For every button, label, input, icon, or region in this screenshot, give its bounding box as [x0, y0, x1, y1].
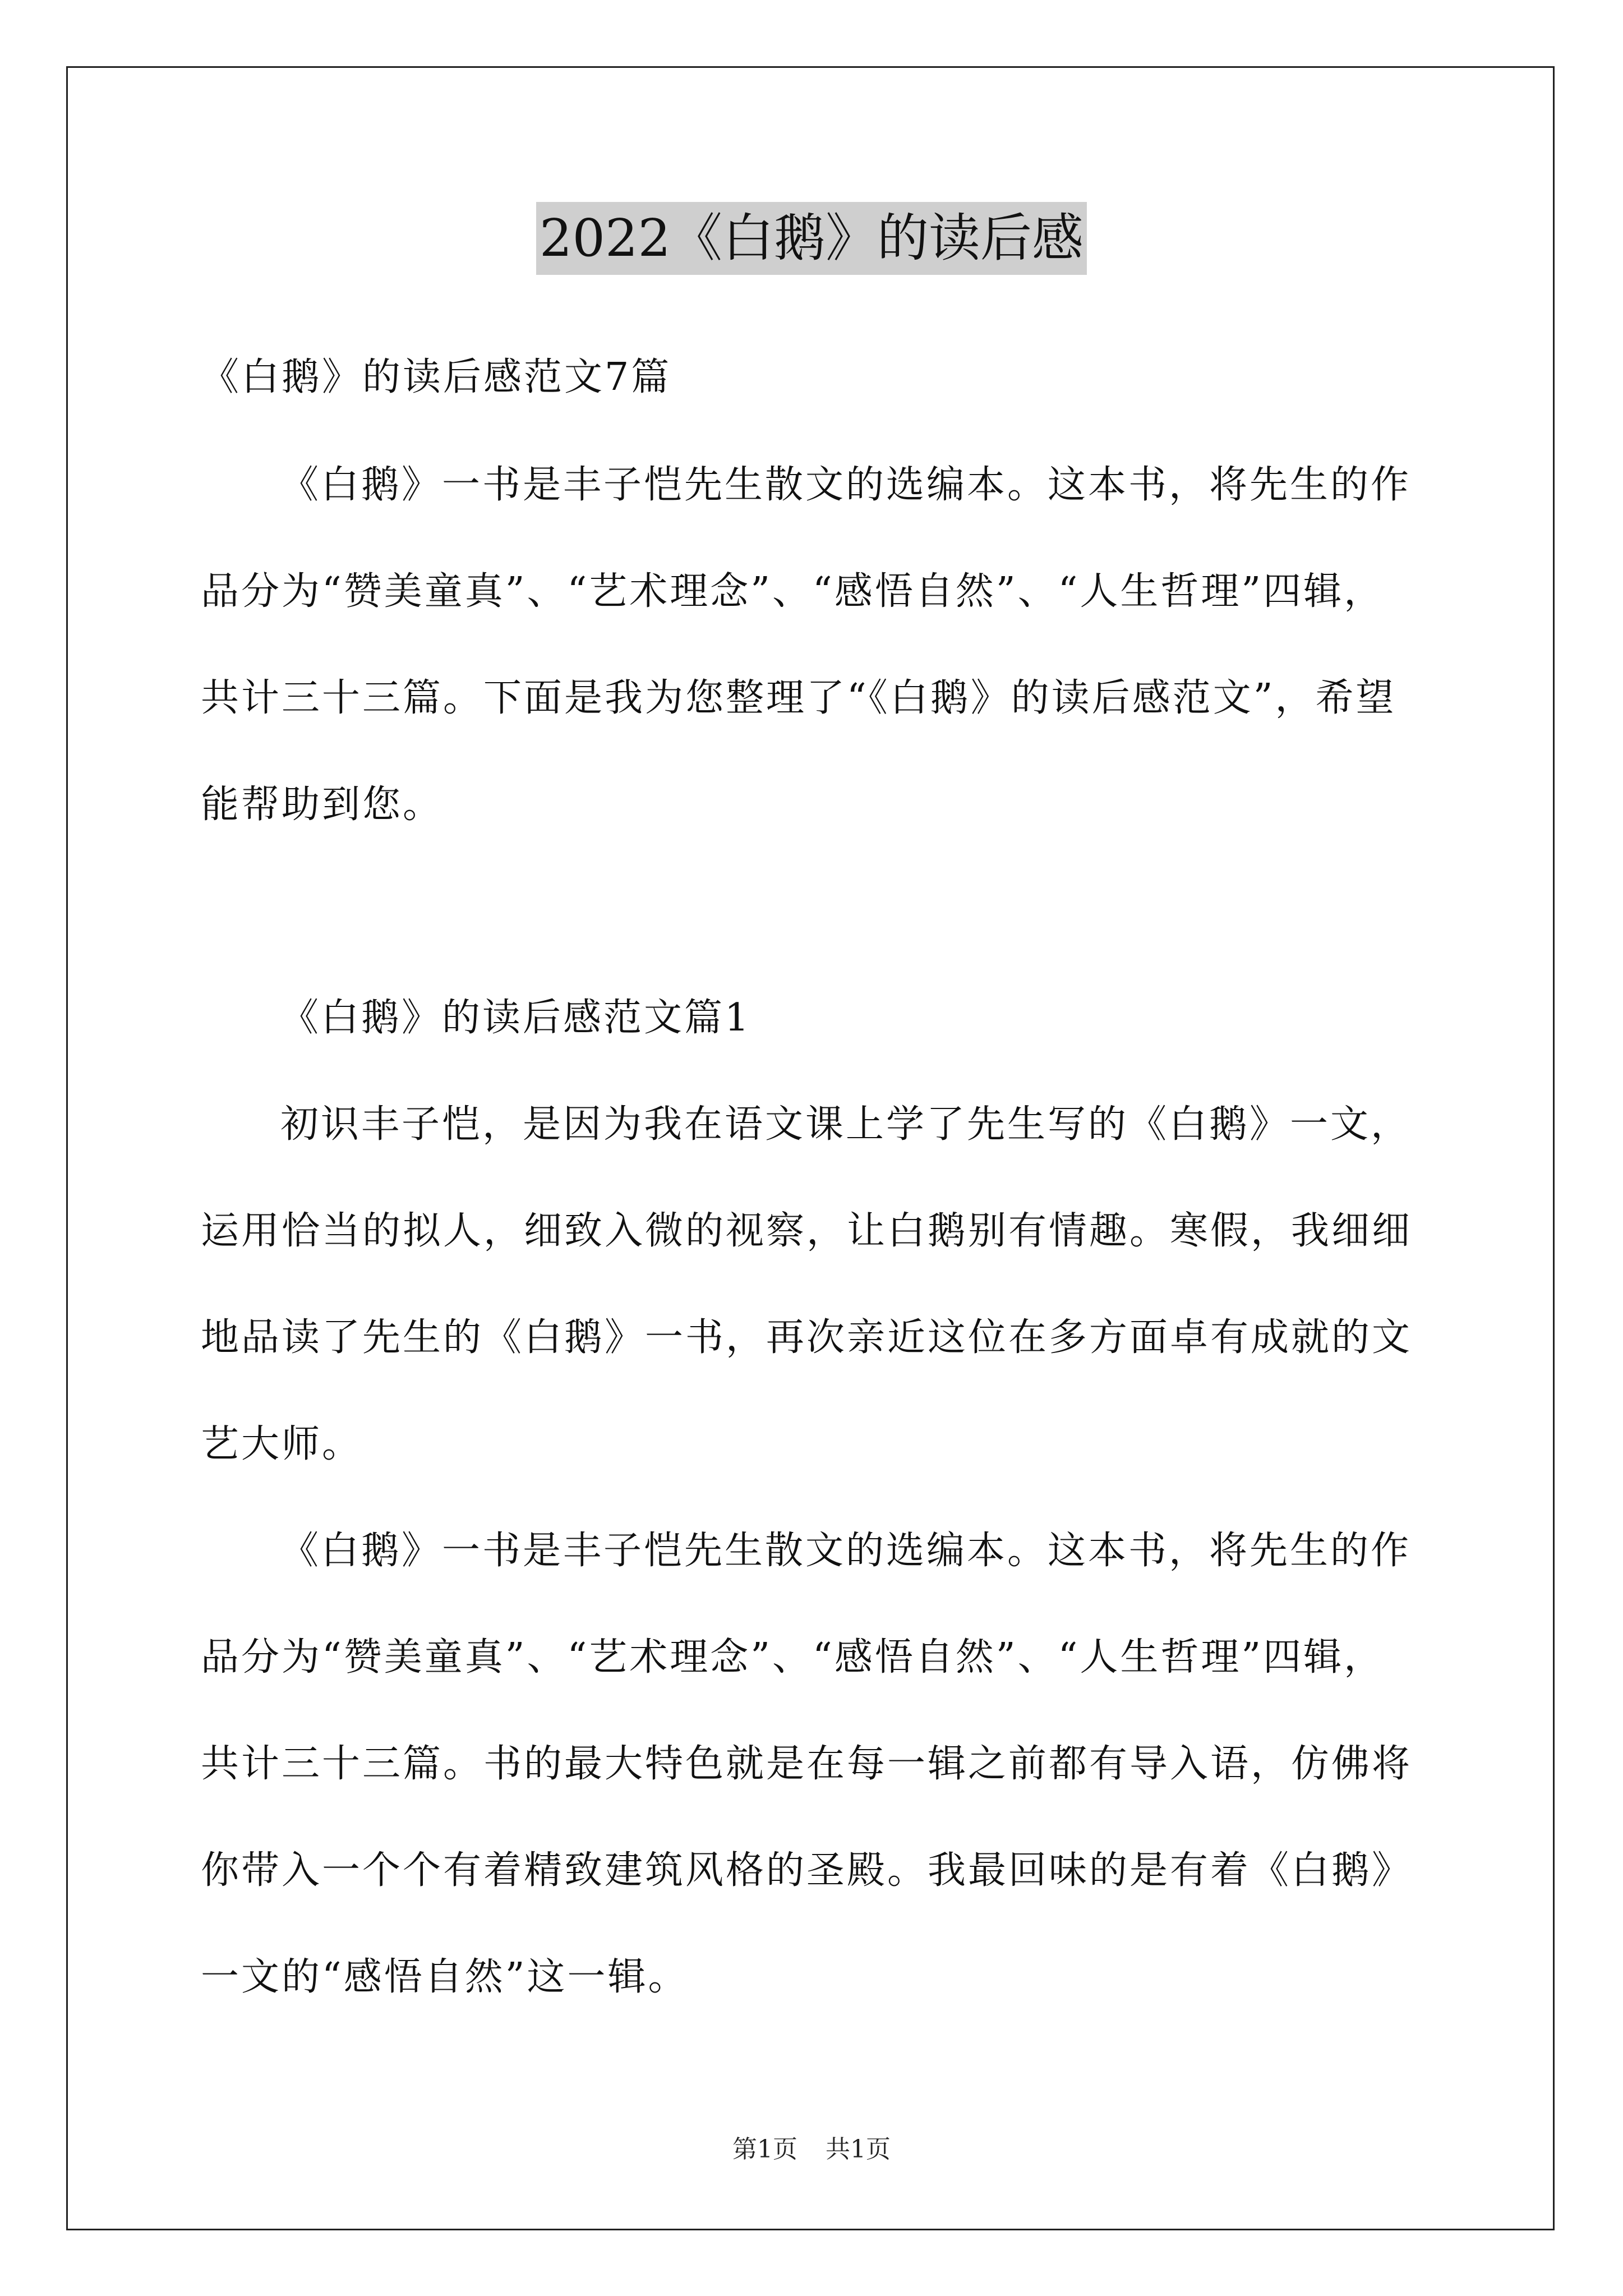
paragraph-line: 一文的“感悟自然”这一辑。	[201, 1955, 689, 1999]
paragraph-line: 《白鹅》一书是丰子恺先生散文的选编本。这本书，将先生的作	[280, 1529, 1412, 1573]
intro-line: 品分为“赞美童真”、“艺术理念”、“感悟自然”、“人生哲理”四辑，	[201, 569, 1385, 614]
page-total: 共1页	[826, 2135, 891, 2164]
page-number: 第1页	[732, 2135, 797, 2164]
paragraph-line: 运用恰当的拟人，细致入微的视察，让白鹅别有情趣。寒假，我细细	[201, 1209, 1413, 1253]
paragraph-line: 共计三十三篇。书的最大特色就是在每一辑之前都有导入语，仿佛将	[201, 1742, 1413, 1786]
paragraph-line: 品分为“赞美童真”、“艺术理念”、“感悟自然”、“人生哲理”四辑，	[201, 1635, 1385, 1680]
page-footer	[0, 2129, 1623, 2165]
paragraph-line: 你带入一个个有着精致建筑风格的圣殿。我最回味的是有着《白鹅》	[201, 1848, 1413, 1893]
subtitle: 《白鹅》的读后感范文7篇	[201, 355, 672, 399]
paragraph-line: 地品读了先生的《白鹅》一书，再次亲近这位在多方面卓有成就的文	[201, 1315, 1413, 1360]
title-container	[0, 202, 1623, 275]
intro-line: 《白鹅》一书是丰子恺先生散文的选编本。这本书，将先生的作	[280, 463, 1412, 507]
paragraph-line: 初识丰子恺，是因为我在语文课上学了先生写的《白鹅》一文，	[280, 1102, 1412, 1147]
intro-line: 共计三十三篇。下面是我为您整理了“《白鹅》的读后感范文”，希望	[201, 676, 1396, 720]
intro-line: 能帮助到您。	[201, 783, 444, 827]
paragraph-line: 艺大师。	[201, 1422, 363, 1466]
section-heading: 《白鹅》的读后感范文篇1	[280, 996, 751, 1040]
document-title: 2022《白鹅》的读后感	[536, 202, 1087, 275]
